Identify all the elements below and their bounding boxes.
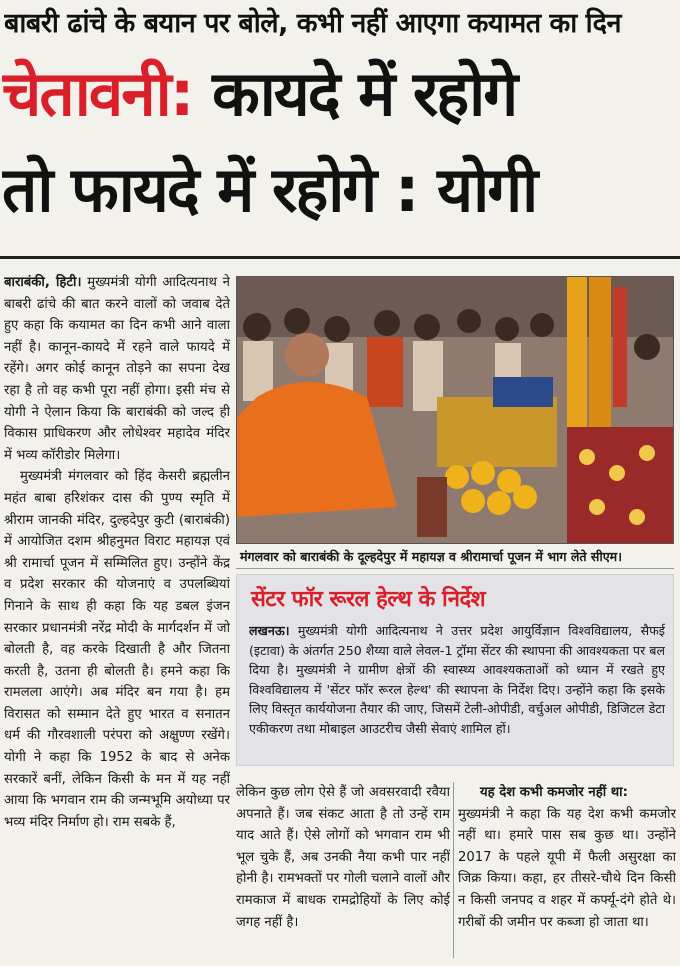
article-left-column — [4, 272, 230, 962]
photo-illustration — [237, 277, 674, 544]
box-headline: सेंटर फॉर रूरल हेल्थ के निर्देश — [251, 587, 486, 612]
right-column-text: मुख्यमंत्री ने कहा कि यह देश कभी कमजोर नहीं था। हमारे पास सब कुछ था। उन्होंने 2017 के पहले यूपी में फैली असुरक्षा का जिक्र किया। कहा, हर तीसरे-चौथे दिन किसी न किसी जनपद व शहर में कर्फ्यू-दंगे होते थे। गरीबों की जमीन पर कब्जा हो जाता था। — [458, 806, 676, 930]
headline-black-text: कायदे में रहोगे — [212, 57, 517, 130]
article-middle-column: लेकिन कुछ लोग ऐसे हैं जो अवसरवादी रवैया अपनाते हैं। जब संकट आता है तो उन्हें राम याद आते हैं। ऐसे लोगों को भगवान राम भी भूल चुके हैं, अब उनकी नैया कभी पार नहीं होनी है। रामभक्तों पर गोली चलाने वालों और रामकाज में बाधक रामद्रोहियों के लिए कोई जगह नहीं है। — [236, 785, 450, 930]
main-headline-line1 — [2, 48, 678, 140]
box-dateline: लखनऊ। — [249, 623, 290, 638]
headline-warning-word: चेतावनी: — [2, 57, 213, 130]
dateline: बाराबंकी, हिटी। — [4, 275, 82, 290]
right-column-subhead: यह देश कभी कमजोर नहीं था: — [480, 785, 628, 800]
sidebar-story-box — [236, 574, 674, 766]
photo-caption: मंगलवार को बाराबंकी के दूल्हदेपुर में महायज्ञ व श्रीरामार्चा पूजन में भाग लेते सीएम। — [236, 545, 674, 569]
article-paragraph-1 — [4, 272, 230, 466]
news-photo — [236, 276, 674, 544]
article-paragraph-2: मुख्यमंत्री मंगलवार को हिंद केसरी ब्रह्मलीन महंत बाबा हरिशंकर दास की पुण्य स्मृति में श्रीराम जानकी मंदिर, दुल्हदेपुर कुटी (बाराबंकी) में आयोजित दशम श्रीहनुमत विराट महायज्ञ एवं श्री रामार्चा पूजन में सम्मिलित हुए। उन्होंने केंद्र व प्रदेश सरकार की योजनाएं व उपलब्धियां गिनाने के साथ ही कहा कि यह डबल इंजन सरकार प्रधानमंत्री नरेंद्र मोदी के मार्गदर्शन में जो बोलती है, वह करके दिखाती है और जितना करती है, उतना ही बोलती है। हमने कहा कि रामलला आएंगे। अब मंदिर बन गया है। हम विरासत को सम्मान देते हुए भारत व सनातन धर्म की गौरवशाली परंपरा को अक्षुण्ण रखेंगे। योगी ने कहा कि 1952 के बाद से अनेक सरकारें बनीं, लेकिन किसी के मन में यह नहीं आया कि भगवान राम की जन्मभूमि अयोध्या पर भव्य मंदिर निर्माण हो। राम सबके हैं, — [4, 469, 230, 830]
box-body — [249, 621, 665, 761]
main-headline-line2: तो फायदे में रहोगे : योगी — [2, 153, 537, 226]
column-divider — [453, 782, 454, 958]
kicker-headline: बाबरी ढांचे के बयान पर बोले, कभी नहीं आएगा कयामत का दिन — [4, 8, 621, 39]
article-right-column — [458, 782, 676, 962]
headline-rule — [0, 256, 680, 259]
paragraph-1-text: मुख्यमंत्री योगी आदित्यनाथ ने बाबरी ढांचे की बात करने वालों को जवाब देते हुए कहा कि कयामत का दिन कभी आने वाला नहीं है। कानून-कायदे में रहने वाले फायदे में रहेंगे। अगर कोई कानून तोड़ने का सपना देख रहा है तो वह कभी पूरा नहीं होगा। इसी मंच से योगी ने ऐलान किया कि बाराबंकी को जल्द ही विकास प्राधिकरण और लोधेश्वर महादेव मंदिर में भव्य कॉरीडोर मिलेगा। — [4, 275, 230, 463]
box-body-text: मुख्यमंत्री योगी आदित्यनाथ ने उत्तर प्रदेश आयुर्विज्ञान विश्वविद्यालय, सैफई (इटावा) के अंतर्गत 250 शैय्या वाले लेवल-1 ट्रॉमा सेंटर की स्थापना की आवश्यकता पर बल दिया है। मुख्यमंत्री ने ग्रामीण क्षेत्रों की स्वास्थ्य आवश्यकताओं को ध्यान में रखते हुए विश्वविद्यालय में 'सेंटर फॉर रूरल हेल्थ' की स्थापना के निर्देश दिए। उन्होंने कहा कि इसके लिए विस्तृत कार्ययोजना तैयार की जाए, जिसमें टेली-ओपीडी, वर्चुअल ओपीडी, डिजिटल डेटा एकीकरण तथा मोबाइल आउटरीच जैसी सेवाएं शामिल हों। — [249, 623, 665, 736]
